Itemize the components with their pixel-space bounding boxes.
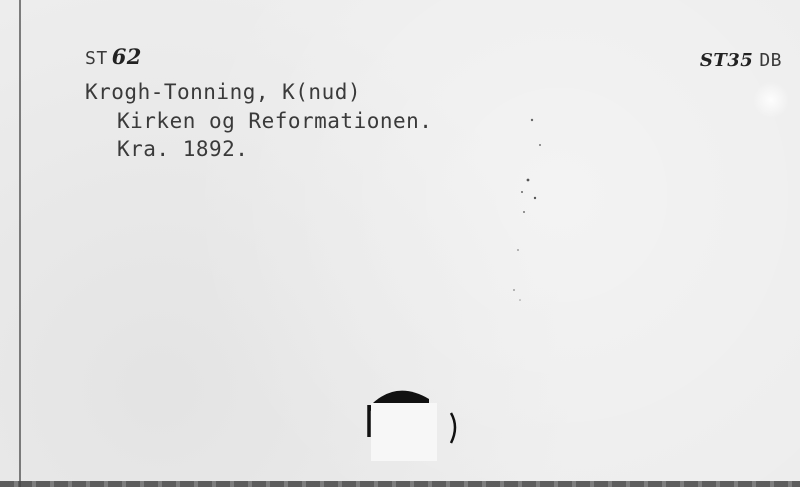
imprint-line: Kra. 1892. xyxy=(117,137,249,161)
left-margin-rule xyxy=(19,0,21,487)
shelf-mark-typed: DB xyxy=(759,50,782,71)
paper-specks xyxy=(500,100,580,360)
author-line: Krogh-Tonning, K(nud) xyxy=(85,80,362,104)
call-number xyxy=(85,44,142,69)
shelf-mark xyxy=(700,50,782,71)
faint-smudge-mark xyxy=(752,82,790,118)
punch-hole-icon xyxy=(355,385,465,465)
card-bottom-edge xyxy=(0,481,800,487)
call-number-typed: ST xyxy=(85,48,108,69)
call-number-handwritten: 62 xyxy=(111,44,142,69)
shelf-mark-handwritten: ST35 xyxy=(699,50,754,71)
title-line: Kirken og Reformationen. xyxy=(117,109,433,133)
